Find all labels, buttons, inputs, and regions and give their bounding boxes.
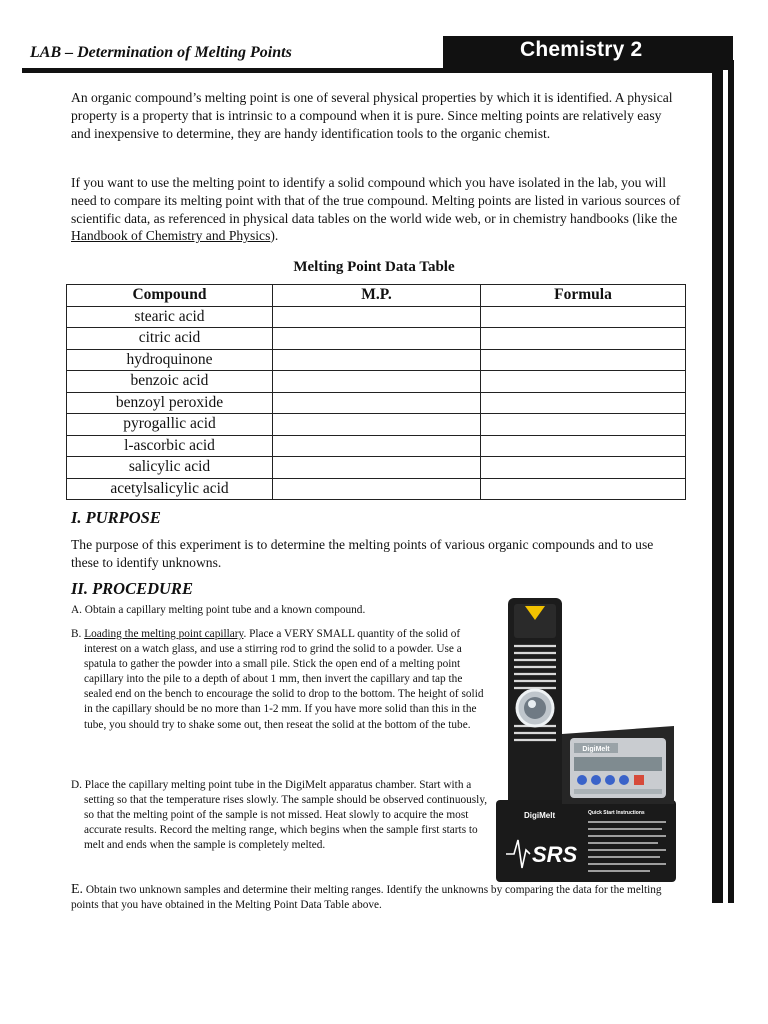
control-button-2 xyxy=(591,775,601,785)
digimelt-apparatus-image xyxy=(490,592,680,887)
header-mp: M.P. xyxy=(273,285,481,307)
table-row xyxy=(67,457,686,479)
header-compound: Compound xyxy=(67,285,273,307)
compound-cell: benzoyl peroxide xyxy=(67,392,273,414)
side-bar-thick xyxy=(712,68,723,903)
intro-p2-text: If you want to use the melting point to identify a solid compound which you have isolated in the lab, you will need to compare its melting point with that of the true compound. Melting points are listed in various sources of scientific data, as referenced in physical data tables on the world wide web, or in chemistry handbooks (like the xyxy=(71,175,681,226)
formula-cell[interactable] xyxy=(481,435,686,457)
procedure-step-a: A. Obtain a capillary melting point tube and a known compound. xyxy=(71,604,366,616)
mp-cell[interactable] xyxy=(273,349,481,371)
formula-cell[interactable] xyxy=(481,478,686,500)
formula-cell[interactable] xyxy=(481,306,686,328)
lab-title: LAB – Determination of Melting Points xyxy=(30,44,292,61)
procedure-step-b xyxy=(71,627,492,733)
table-row xyxy=(67,392,686,414)
compound-cell: acetylsalicylic acid xyxy=(67,478,273,500)
procedure-heading: II. PROCEDURE xyxy=(71,579,193,598)
header-formula: Formula xyxy=(481,285,686,307)
intro-p2-end: ). xyxy=(270,228,279,244)
mp-cell[interactable] xyxy=(273,306,481,328)
intro-paragraph-1: An organic compound’s melting point is one of several physical properties by which it is identified. A physical property is a property that is intrinsic to a compound when it is pure. Since melting points are relatively easy and inexpensive to determine, they are handy identification tools to the organic chemist. xyxy=(71,90,673,141)
mp-cell[interactable] xyxy=(273,392,481,414)
formula-cell[interactable] xyxy=(481,392,686,414)
step-e-text: Obtain two unknown samples and determine their melting ranges. Identify the unknowns by comparing the data for the melting points that you have obtained in the Melting Point Data Table above. xyxy=(71,884,662,912)
compound-cell: hydroquinone xyxy=(67,349,273,371)
table-row xyxy=(67,328,686,350)
table-row xyxy=(67,371,686,393)
header-rule xyxy=(22,68,722,73)
formula-cell[interactable] xyxy=(481,414,686,436)
mp-cell[interactable] xyxy=(273,435,481,457)
compound-cell: citric acid xyxy=(67,328,273,350)
mp-cell[interactable] xyxy=(273,371,481,393)
step-b-title: Loading the melting point capillary xyxy=(84,628,244,640)
subject-title: Chemistry 2 xyxy=(520,38,643,61)
mp-cell[interactable] xyxy=(273,414,481,436)
step-b-text: . Place a VERY SMALL quantity of the solid of interest on a watch glass, and use a stirring rod to grind the solid to a powder. Use a spatula to gather the powder into a small pile. Stick the open end of a melting point capillary into the pile to a depth of about 1 mm, then invert the capillary and tap the sealed end on the bench to encourage the solid to drop to the bottom. The height of solid in the capillary should be no more than 1-2 mm. If you have more solid than this in the tube, you should try to shake some out, then reseat the solid at the bottom of the tube. xyxy=(84,628,484,731)
compound-cell: benzoic acid xyxy=(67,371,273,393)
table-row xyxy=(67,478,686,500)
table-row xyxy=(67,349,686,371)
procedure-step-d: D. Place the capillary melting point tube in the DigiMelt apparatus chamber. Start with a setting so that the temperature rises slowly. The sample should be observed continuously, so that the melting point of the sample is not missed. Heat slowly to acquire the most accurate results. Record the melting range, which begins when the sample first starts to melt and ends when the sample is completely melted. xyxy=(71,779,488,852)
mp-cell[interactable] xyxy=(273,478,481,500)
screen-label: DigiMelt xyxy=(582,746,610,753)
table-row xyxy=(67,414,686,436)
table-title: Melting Point Data Table xyxy=(293,259,455,275)
table-row xyxy=(67,435,686,457)
table-row xyxy=(67,306,686,328)
formula-cell[interactable] xyxy=(481,457,686,479)
srs-logo: SRS xyxy=(532,842,578,867)
step-e-letter: E. xyxy=(71,882,84,897)
table-header-row xyxy=(67,285,686,307)
formula-cell[interactable] xyxy=(481,349,686,371)
compound-cell: stearic acid xyxy=(67,306,273,328)
stop-button xyxy=(634,775,644,785)
purpose-heading: I. PURPOSE xyxy=(71,508,161,527)
formula-cell[interactable] xyxy=(481,328,686,350)
control-button-3 xyxy=(605,775,615,785)
mp-cell[interactable] xyxy=(273,457,481,479)
step-b-letter: B. xyxy=(71,628,85,640)
purpose-text: The purpose of this experiment is to determine the melting points of various organic compounds and to use these to identify unknowns. xyxy=(71,537,654,570)
side-bar-thin xyxy=(728,60,734,903)
compound-cell: pyrogallic acid xyxy=(67,414,273,436)
melting-point-table xyxy=(66,284,686,500)
control-button-4 xyxy=(619,775,629,785)
control-button-1 xyxy=(577,775,587,785)
intro-paragraph-2 xyxy=(71,174,681,245)
brand-label: DigiMelt xyxy=(524,811,556,820)
compound-cell: salicylic acid xyxy=(67,457,273,479)
mp-cell[interactable] xyxy=(273,328,481,350)
compound-cell: l-ascorbic acid xyxy=(67,435,273,457)
handbook-reference: Handbook of Chemistry and Physics xyxy=(71,228,271,244)
instructions-title: Quick Start Instructions xyxy=(588,810,645,816)
formula-cell[interactable] xyxy=(481,371,686,393)
